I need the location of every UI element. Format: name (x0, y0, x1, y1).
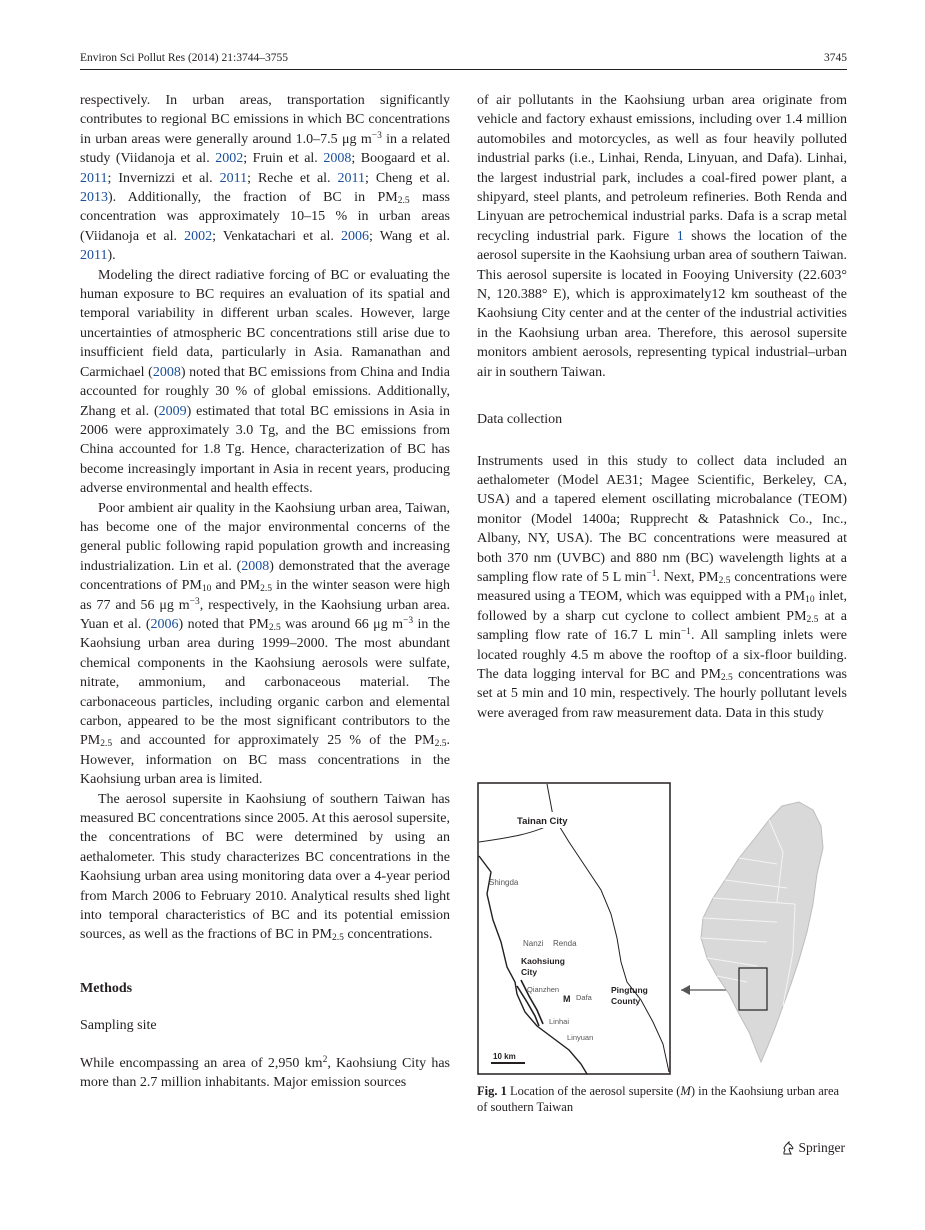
map-label-pingtung-line2: County (611, 996, 641, 1006)
citation-link[interactable]: 2011 (337, 170, 365, 186)
citation-link[interactable]: 2002 (184, 228, 213, 244)
citation-link[interactable]: 2008 (152, 364, 181, 380)
citation-link[interactable]: 2011 (80, 248, 108, 264)
map-label-dafa: Dafa (576, 993, 592, 1002)
scale-bar-label: 10 km (493, 1052, 516, 1061)
figure-1 (477, 782, 847, 1077)
locator-arrowhead (681, 985, 690, 995)
publisher-logo (781, 1140, 846, 1156)
publisher-name: Springer (798, 1140, 845, 1155)
map-label-pingtung-line1: Pingtung (611, 985, 648, 995)
citation-link[interactable]: 2013 (80, 190, 108, 206)
map-label-qianzhen: Qianzhen (527, 985, 560, 994)
taiwan-map (701, 802, 823, 1062)
map-label-tainan: Tainan City (517, 816, 568, 827)
subsection-heading-data-collection: Data collection (477, 412, 563, 428)
map-label-kaohsiung-line2: City (521, 967, 538, 977)
study-area-map (477, 782, 847, 1077)
paragraph: Poor ambient air quality in the Kaohsiung urban area, Taiwan, has become one of the major environmental concerns of the general public following rapid population growth and increasing industrialization. Lin et al. (2008) demonstrated that the average concentrations of $PM_{10}$ and $PM_{2.5}$ in the winter season were high as 77 and 56 μg $m^{-3}$, respectively, in the Kaohsiung urban area. Yuan et al. (2006) noted that $PM_{2.5}$ was around 66 μg $m^{-3}$ in the Kaohsiung urban area during 1999–2000. The most abundant chemical components in the Kaohsiung aerosols were sulfate, nitrate, ammonium, and carbonaceous material. The carbonaceous particles, including organic carbon and elemental carbon, appeared to be the most significant contributors to the $PM_{2.5}$ and accounted for approximately 25 % of the $PM_{2.5}$. However, information on BC mass concentrations in the Kaohsiung urban area is limited. (80, 500, 451, 788)
map-label-renda: Renda (553, 939, 577, 948)
header-rule (80, 69, 847, 70)
springer-knight-icon (781, 1141, 795, 1155)
paragraph: Instruments used in this study to collect data included an aethalometer (Model AE31; Magee Scientific, Berkeley, CA, USA) and a tapered element oscillating microbalance (TEOM) monitor (Model 1400a; Rupprecht & Patashnick Co., Inc., Albany, NY, USA). The BC concentrations were measured at both 370 nm (UVBC) and 880 nm (BC) wavelength lights at a sampling flow rate of 5 L $\min^{-1}$. Next, $PM_{2.5}$ concentrations were measured using a TEOM, which was equipped with a $PM_{10}$ inlet, followed by a sharp cut cyclone to collect ambient $PM_{2.5}$ at a sampling flow rate of 16.7 L $\min^{-1}$. All sampling inlets were located roughly 4.5 m above the rooftop of a six-floor building. The data logging interval for BC and $PM_{2.5}$ concentrations was set at 5 min and 10 min, respectively. The hourly pollutant levels were averaged from raw measurement data. Data in this study (477, 453, 847, 721)
subsection-heading-sampling-site: Sampling site (80, 1018, 157, 1034)
citation-link[interactable]: 2006 (340, 228, 369, 244)
paragraph: of air pollutants in the Kaohsiung urban area originate from vehicle and factory exhaust emissions, including over 1.4 million automobiles and motorcycles, as well as four heavily polluted industrial parks (i.e., Linhai, Renda, Linyuan, and Dafa). Linhai, the largest industrial park, includes a coal-fired power plant, a shipyard, steel plants, and petroleum refineries. Both Renda and Linyuan are petrochemical industrial parks. Dafa is a scrap metal recycling industrial park. Figure 1 shows the location of the aerosol supersite in the Kaohsiung urban area of southern Taiwan. This aerosol supersite is located in Fooying University (22.603° N, 120.388° E), which is approximately12 km southeast of the Kaohsiung City center and at the center of the industrial activities in the Kaohsiung urban area. Therefore, this aerosol supersite monitors ambient aerosols, representing typical industrial–urban air in southern Taiwan. (477, 93, 847, 380)
figure-caption: Fig. 1 Location of the aerosol supersite (M) in the Kaohsiung urban area of southern Taiwan (477, 1084, 840, 1114)
citation-link[interactable]: 2011 (219, 170, 248, 186)
map-label-linyuan: Linyuan (567, 1033, 594, 1042)
citation-link[interactable]: 2011 (80, 170, 108, 186)
section-heading-methods: Methods (80, 980, 133, 996)
map-label-linhai: Linhai (549, 1017, 570, 1026)
citation-link[interactable]: 2008 (323, 151, 352, 167)
map-label-nanzi: Nanzi (523, 939, 544, 948)
page-number: 3745 (824, 52, 847, 64)
paragraph: respectively. In urban areas, transportation significantly contributes to regional BC emissions in which BC concentrations in urban areas were generally around 1.0–7.5 μg $m^{-3}$ in a related study (Viidanoja et al. 2002; Fruin et al. 2008; Boogaard et al. 2011; Invernizzi et al. 2011; Reche et al. 2011; Cheng et al. 2013). Additionally, the fraction of BC in $PM_{2.5}$ mass concentration was approximately 10–15 % in urban areas (Viidanoja et al. 2002; Venkatachari et al. 2006; Wang et al. 2011). (80, 93, 451, 264)
paragraph: While encompassing an area of 2,950 $km^2$, Kaohsiung City has more than 2.7 million inhabitants. Major emission sources (80, 1054, 450, 1091)
map-label-supersite-m: M (563, 994, 571, 1004)
paragraph: Modeling the direct radiative forcing of BC or evaluating the human exposure to BC requires an evaluation of its spatial and temporal variability in different urban scales. However, large uncertainties of atmospheric BC concentrations still arise due to insufficient field data, particularly in Asia. Ramanathan and Carmichael (2008) noted that BC emissions from China and India accounted for roughly 30 % of global emissions. Additionally, Zhang et al. (2009) estimated that total BC emissions in Asia in 2006 were approximately 3.0 Tg, and the BC emissions from China accounted for 1.8 Tg. Hence, characterization of BC has become increasingly important in Asia in recent years, producing adverse environmental and health effects. (80, 267, 451, 497)
map-label-kaohsiung-line1: Kaohsiung (521, 956, 565, 966)
left-column (80, 91, 450, 1093)
citation-link[interactable]: 2002 (215, 151, 244, 167)
right-column (477, 91, 847, 723)
paragraph: The aerosol supersite in Kaohsiung of southern Taiwan has measured BC concentrations since 2005. At this aerosol supersite, the concentrations of BC were determined by using an aethalometer. This study characterizes BC concentrations in the Kaohsiung urban area using monitoring data over a 4-year period from March 2006 to February 2010. Analytical results shed light into temporal characteristics of BC and its potential emission sources, as well as the fractions of BC in $PM_{2.5}$ concentrations. (80, 791, 450, 944)
running-header-journal: Environ Sci Pollut Res (2014) 21:3744–3755 (80, 52, 288, 64)
figure-link[interactable]: 1 (676, 228, 684, 244)
inset-map-frame (478, 783, 670, 1074)
map-label-shingda: Shingda (489, 878, 519, 887)
citation-link[interactable]: 2008 (241, 558, 270, 574)
citation-link[interactable]: 2009 (158, 403, 187, 419)
citation-link[interactable]: 2006 (150, 616, 179, 632)
